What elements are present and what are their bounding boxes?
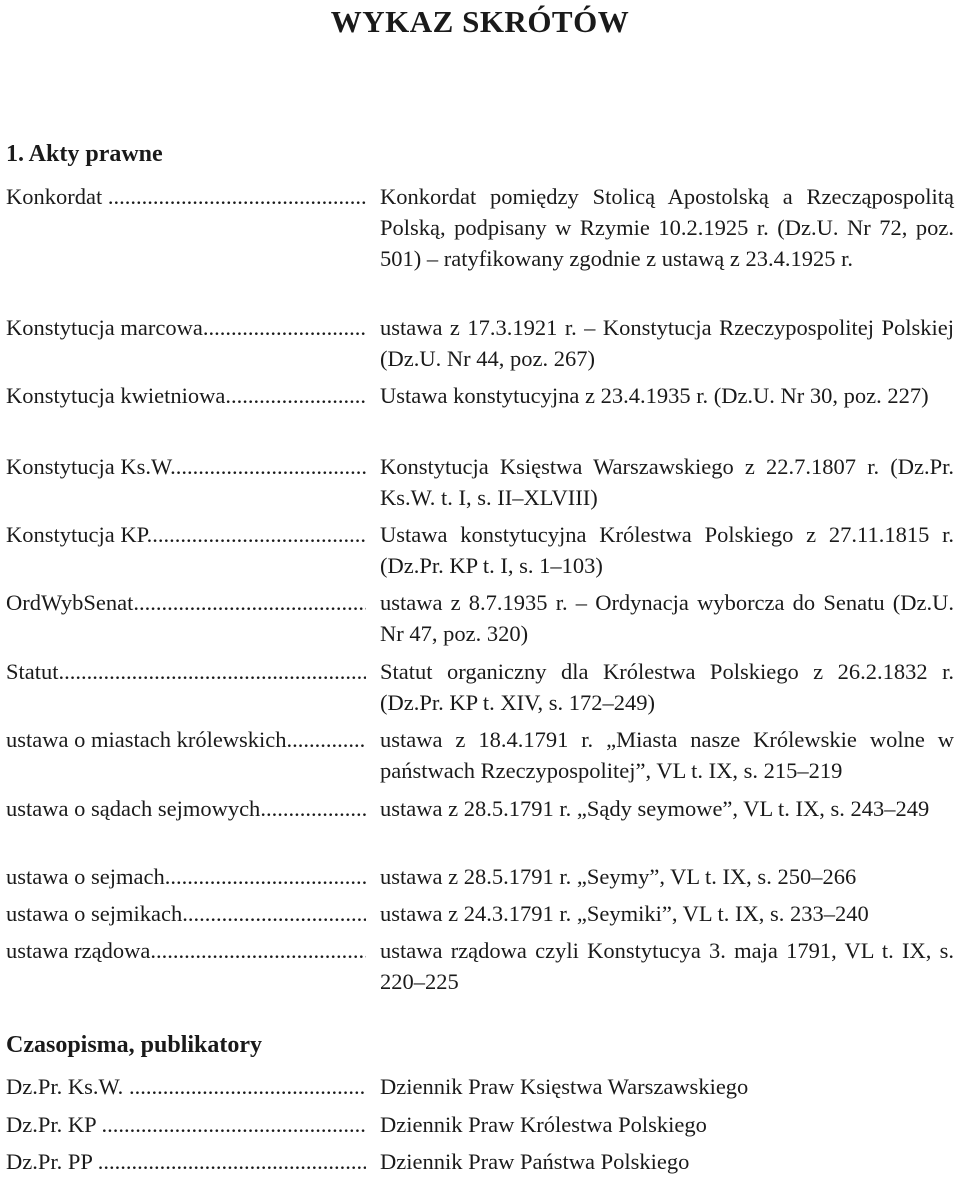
abbrev-definition: Konstytucja Księstwa Warszawskiego z 22.7.1807 r. (Dz.Pr. Ks.W. t. I, s. II–XLVIII) bbox=[380, 454, 954, 510]
abbrev-term: ustawa rządowa ..... bbox=[6, 935, 366, 966]
abbrev-definition: Dziennik Praw Państwa Polskiego bbox=[380, 1149, 690, 1174]
abbrev-term: Konstytucja Ks.W. ..... bbox=[6, 451, 366, 482]
abbrev-term: Konkordat ..... bbox=[6, 181, 366, 212]
abbrev-term: ustawa o miastach królewskich ..... bbox=[6, 724, 366, 755]
abbrev-definition: ustawa z 28.5.1791 r. „Seymy”, VL t. IX, s. 250–266 bbox=[380, 864, 857, 889]
abbrev-term: Konstytucja kwietniowa ..... bbox=[6, 380, 366, 411]
abbrev-definition: ustawa z 17.3.1921 r. – Konstytucja Rzeczypospolitej Polskiej (Dz.U. Nr 44, poz. 267) bbox=[380, 315, 954, 371]
abbrev-term: Dz.Pr. KP ..... bbox=[6, 1109, 366, 1140]
abbrev-definition: Ustawa konstytucyjna z 23.4.1935 r. (Dz.U. Nr 30, poz. 227) bbox=[380, 383, 929, 408]
abbrev-definition: Konkordat pomiędzy Stolicą Apostolską a Rzecząpospolitą Polską, podpisany w Rzymie 10.2.1925 r. (Dz.U. Nr 72, poz. 501) – ratyfikowany zgodnie z ustawą z 23.4.1925 r. bbox=[380, 184, 954, 271]
abbrev-definition: ustawa z 8.7.1935 r. – Ordynacja wyborcza do Senatu (Dz.U. Nr 47, poz. 320) bbox=[380, 590, 954, 646]
abbrev-term: Statut ..... bbox=[6, 656, 366, 687]
section-heading-periodicals: Czasopisma, publikatory bbox=[6, 1032, 263, 1058]
abbrev-term: Dz.Pr. PP ..... bbox=[6, 1146, 366, 1177]
abbrev-definition: ustawa z 28.5.1791 r. „Sądy seymowe”, VL t. IX, s. 243–249 bbox=[380, 796, 930, 821]
abbrev-term: OrdWybSenat ..... bbox=[6, 587, 366, 618]
abbrev-definition: Dziennik Praw Księstwa Warszawskiego bbox=[380, 1074, 749, 1099]
abbrev-definition: Ustawa konstytucyjna Królestwa Polskiego z 27.11.1815 r. (Dz.Pr. KP t. I, s. 1–103) bbox=[380, 522, 954, 578]
page-title: WYKAZ SKRÓTÓW bbox=[330, 4, 630, 39]
abbrev-definition: ustawa z 24.3.1791 r. „Seymiki”, VL t. IX, s. 233–240 bbox=[380, 901, 869, 926]
abbrev-definition: Dziennik Praw Królestwa Polskiego bbox=[380, 1112, 707, 1137]
section-heading-legal-acts: 1. Akty prawne bbox=[6, 141, 163, 167]
abbrev-definition: ustawa z 18.4.1791 r. „Miasta nasze Królewskie wolne w państwach Rzeczypospolitej”, VL t. IX, s. 215–219 bbox=[380, 727, 954, 783]
abbrev-term: Dz.Pr. Ks.W. ..... bbox=[6, 1071, 366, 1102]
abbrev-term: Konstytucja KP ..... bbox=[6, 519, 366, 550]
abbrev-definition: Statut organiczny dla Królestwa Polskiego z 26.2.1832 r. (Dz.Pr. KP t. XIV, s. 172–249) bbox=[380, 659, 954, 715]
abbrev-term: ustawa o sejmikach ..... bbox=[6, 898, 366, 929]
abbrev-definition: ustawa rządowa czyli Konstytucya 3. maja 1791, VL t. IX, s. 220–225 bbox=[380, 938, 954, 994]
abbrev-term: ustawa o sądach sejmowych ..... bbox=[6, 793, 366, 824]
abbrev-term: Konstytucja marcowa ..... bbox=[6, 312, 366, 343]
abbrev-term: ustawa o sejmach ..... bbox=[6, 861, 366, 892]
